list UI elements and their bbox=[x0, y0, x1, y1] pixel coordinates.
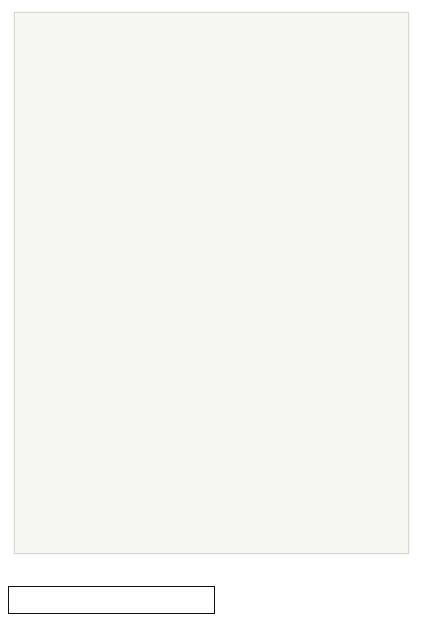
document-sheet bbox=[14, 12, 409, 554]
document-body bbox=[37, 65, 395, 71]
color-calibration-scale bbox=[8, 586, 215, 614]
